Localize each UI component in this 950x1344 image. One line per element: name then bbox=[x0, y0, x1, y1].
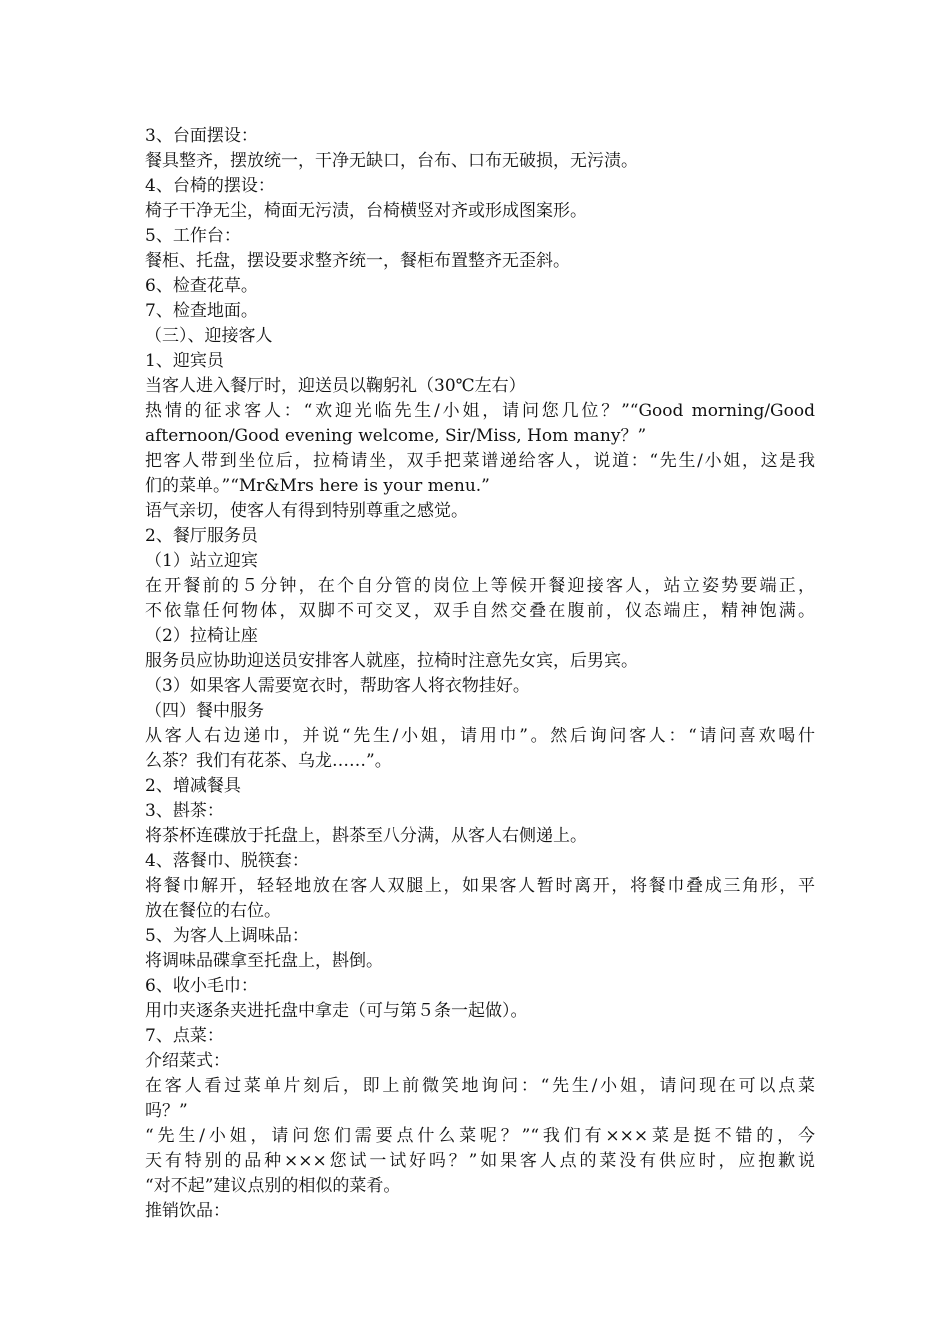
subsection-heading: （3）如果客人需要宽衣时，帮助客人将衣物挂好。 bbox=[145, 676, 530, 696]
subsection-heading: 推销饮品： bbox=[145, 1201, 230, 1221]
section-heading: 5、工作台： bbox=[145, 226, 241, 246]
paragraph-line: 放在餐位的右位。 bbox=[145, 901, 281, 921]
subsection-heading: 介绍菜式： bbox=[145, 1051, 230, 1071]
section-heading: 7、检查地面。 bbox=[145, 301, 258, 321]
paragraph-line: afternoon/Good evening welcome, Sir/Miss, Hom many？” bbox=[145, 426, 647, 446]
paragraph-line: 餐具整齐，摆放统一，干净无缺口，台布、口布无破损，无污渍。 bbox=[145, 151, 638, 171]
paragraph-line: 们的菜单。”“Mr&Mrs here is your menu.” bbox=[145, 476, 490, 496]
section-heading: 3、斟茶： bbox=[145, 801, 224, 821]
section-heading: 6、检查花草。 bbox=[145, 276, 258, 296]
section-heading: 4、落餐巾、脱筷套： bbox=[145, 851, 309, 871]
paragraph-line: “先生/小姐，请问您们需要点什么菜呢？”“我们有×××菜是挺不错的，今 bbox=[145, 1126, 815, 1146]
section-heading: 3、台面摆设： bbox=[145, 126, 258, 146]
subsection-heading: （2）拉椅让座 bbox=[145, 626, 258, 646]
paragraph-line: 吗？” bbox=[145, 1101, 188, 1121]
paragraph-line: 热情的征求客人：“欢迎光临先生/小姐，请问您几位？”“Good morning/Good bbox=[145, 401, 815, 421]
section-heading: 4、台椅的摆设： bbox=[145, 176, 275, 196]
paragraph-line: 将茶杯连碟放于托盘上，斟茶至八分满，从客人右侧递上。 bbox=[145, 826, 587, 846]
paragraph-line: 餐柜、托盘，摆设要求整齐统一，餐柜布置整齐无歪斜。 bbox=[145, 251, 570, 271]
paragraph-line: 把客人带到坐位后，拉椅请坐，双手把菜谱递给客人，说道：“先生/小姐，这是我 bbox=[145, 451, 815, 471]
paragraph-line: 从客人右边递巾，并说“先生/小姐，请用巾”。然后询问客人：“请问喜欢喝什 bbox=[145, 726, 815, 746]
paragraph-line: 服务员应协助迎送员安排客人就座，拉椅时注意先女宾，后男宾。 bbox=[145, 651, 638, 671]
subsection-heading: （1）站立迎宾 bbox=[145, 551, 258, 571]
paragraph-line: 语气亲切，使客人有得到特别尊重之感觉。 bbox=[145, 501, 468, 521]
paragraph-line: 用巾夹逐条夹进托盘中拿走（可与第５条一起做）。 bbox=[145, 1001, 528, 1021]
paragraph-line: 在客人看过菜单片刻后，即上前微笑地询问：“先生/小姐，请问现在可以点菜 bbox=[145, 1076, 815, 1096]
section-heading: 6、收小毛巾： bbox=[145, 976, 258, 996]
section-heading: 5、为客人上调味品： bbox=[145, 926, 309, 946]
section-heading: 7、点菜： bbox=[145, 1026, 224, 1046]
chapter-heading: （三）、迎接客人 bbox=[145, 326, 273, 346]
paragraph-line: 在开餐前的５分钟，在个自分管的岗位上等候开餐迎接客人，站立姿势要端正， bbox=[145, 576, 815, 596]
paragraph-line: 当客人进入餐厅时，迎送员以鞠躬礼（30℃左右） bbox=[145, 376, 526, 396]
paragraph-line: 不依靠任何物体，双脚不可交叉，双手自然交叠在腹前，仪态端庄，精神饱满。 bbox=[145, 601, 815, 621]
paragraph-line: “对不起”建议点别的相似的菜肴。 bbox=[145, 1176, 401, 1196]
chapter-heading: （四）餐中服务 bbox=[145, 701, 264, 721]
paragraph-line: 将调味品碟拿至托盘上，斟倒。 bbox=[145, 951, 383, 971]
document-body bbox=[145, 124, 815, 1224]
section-heading: 2、餐厅服务员 bbox=[145, 526, 258, 546]
paragraph-line: 椅子干净无尘，椅面无污渍，台椅横竖对齐或形成图案形。 bbox=[145, 201, 587, 221]
paragraph-line: 天有特别的品种×××您试一试好吗？”如果客人点的菜没有供应时，应抱歉说 bbox=[145, 1151, 815, 1171]
paragraph-line: 么茶？我们有花茶、乌龙……”。 bbox=[145, 751, 392, 771]
paragraph-line: 将餐巾解开，轻轻地放在客人双腿上，如果客人暂时离开，将餐巾叠成三角形，平 bbox=[145, 876, 815, 896]
section-heading: 1、迎宾员 bbox=[145, 351, 224, 371]
section-heading: 2、增减餐具 bbox=[145, 776, 241, 796]
